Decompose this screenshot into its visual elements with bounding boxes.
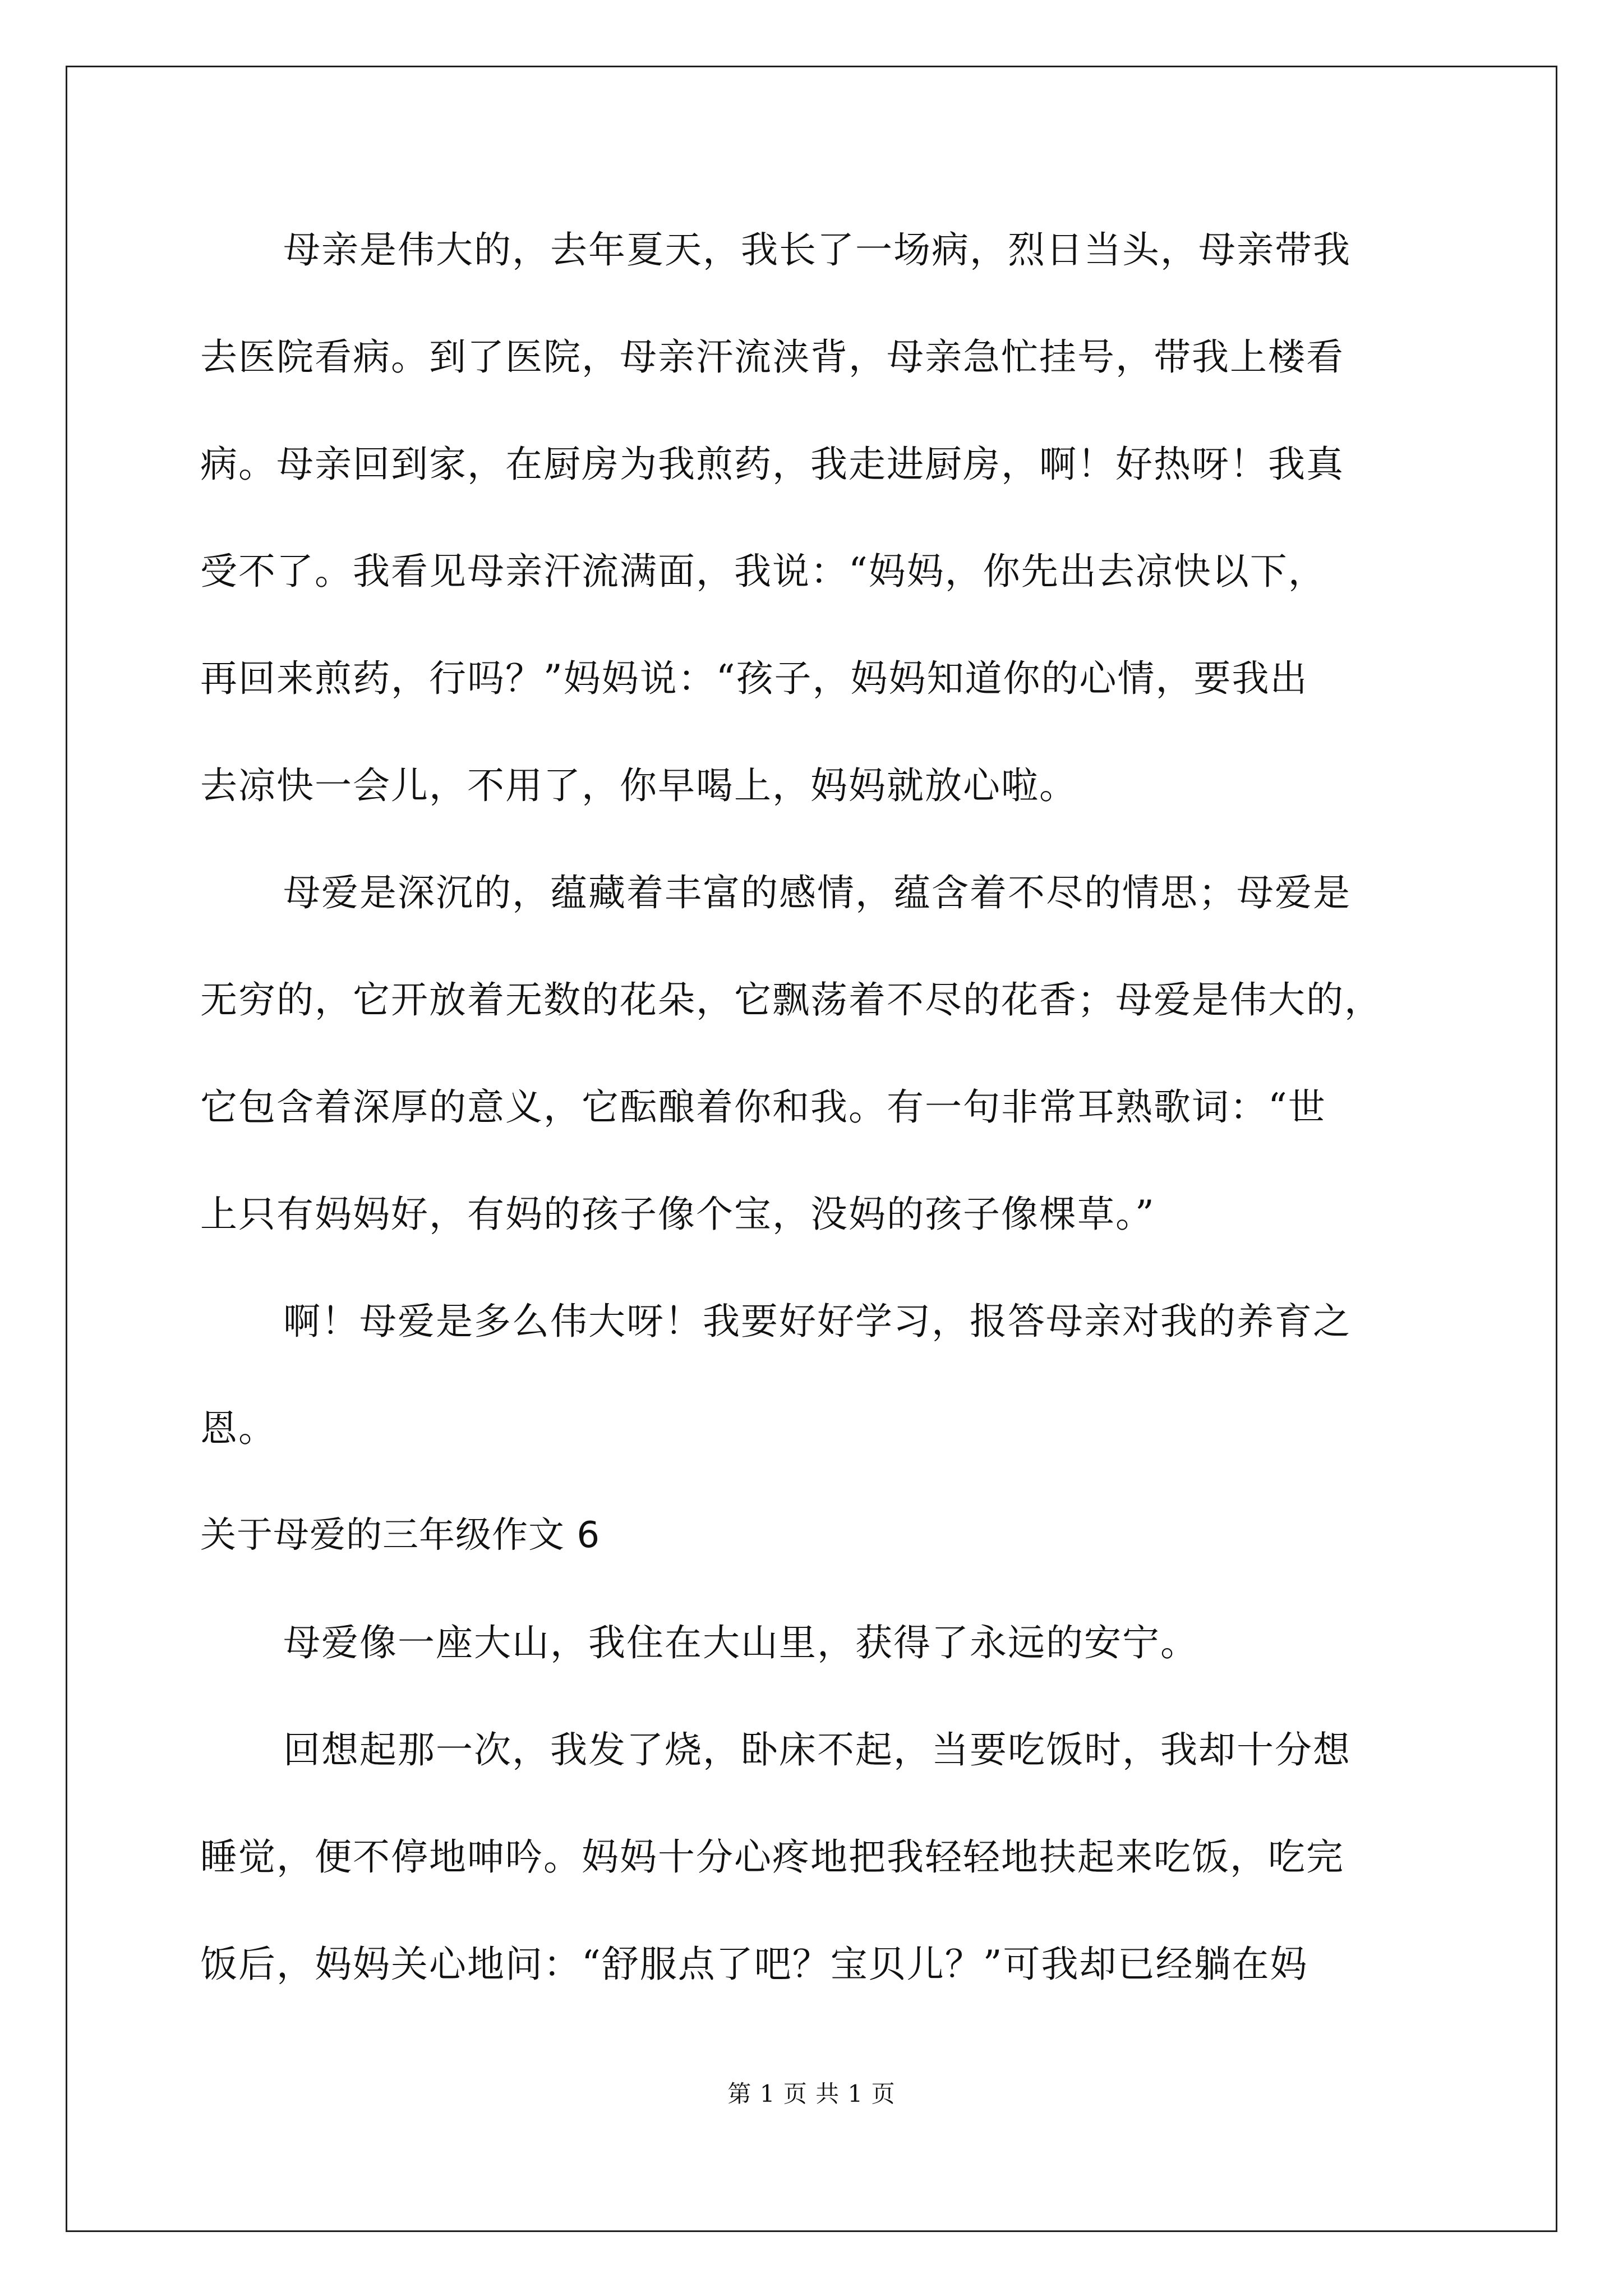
- paragraph-line: 无穷的，它开放着无数的花朵，它飘荡着不尽的花香；母爱是伟大的，: [200, 978, 1382, 1022]
- section-heading: 关于母爱的三年级作文 6: [200, 1515, 601, 1556]
- paragraph-line: 受不了。我看见母亲汗流满面，我说：“妈妈，你先出去凉快以下，: [200, 550, 1326, 593]
- paragraph-line: 饭后，妈妈关心地问：“舒服点了吧？宝贝儿？”可我却已经躺在妈: [200, 1943, 1308, 1986]
- paragraph-line: 恩。: [200, 1407, 276, 1450]
- paragraph-line: 去凉快一会儿，不用了，你早喝上，妈妈就放心啦。: [200, 764, 1077, 807]
- page-footer: 第 1 页 共 1 页: [727, 2080, 896, 2108]
- paragraph-line: 母爱是深沉的，蕴藏着丰富的感情，蕴含着不尽的情思；母爱是: [283, 871, 1351, 914]
- paragraph-line: 病。母亲回到家，在厨房为我煎药，我走进厨房，啊！好热呀！我真: [200, 443, 1344, 486]
- paragraph-line: 去医院看病。到了医院，母亲汗流浃背，母亲急忙挂号，带我上楼看: [200, 335, 1344, 379]
- paragraph-line: 睡觉，便不停地呻吟。妈妈十分心疼地把我轻轻地扶起来吃饭，吃完: [200, 1835, 1344, 1879]
- paragraph-line: 回想起那一次，我发了烧，卧床不起，当要吃饭时，我却十分想: [283, 1728, 1351, 1772]
- document-body: [200, 218, 1437, 2039]
- paragraph-line: 它包含着深厚的意义，它酝酿着你和我。有一句非常耳熟歌词：“世: [200, 1085, 1326, 1129]
- paragraph-line: 母爱像一座大山，我住在大山里，获得了永远的安宁。: [283, 1621, 1198, 1664]
- paragraph-line: 再回来煎药，行吗？”妈妈说：“孩子，妈妈知道你的心情，要我出: [200, 657, 1308, 700]
- paragraph-line: 母亲是伟大的，去年夏天，我长了一场病，烈日当头，母亲带我: [283, 228, 1351, 272]
- paragraph-line: 上只有妈妈好，有妈的孩子像个宝，没妈的孩子像棵草。”: [200, 1193, 1155, 1236]
- paragraph-line: 啊！母爱是多么伟大呀！我要好好学习，报答母亲对我的养育之: [283, 1300, 1351, 1343]
